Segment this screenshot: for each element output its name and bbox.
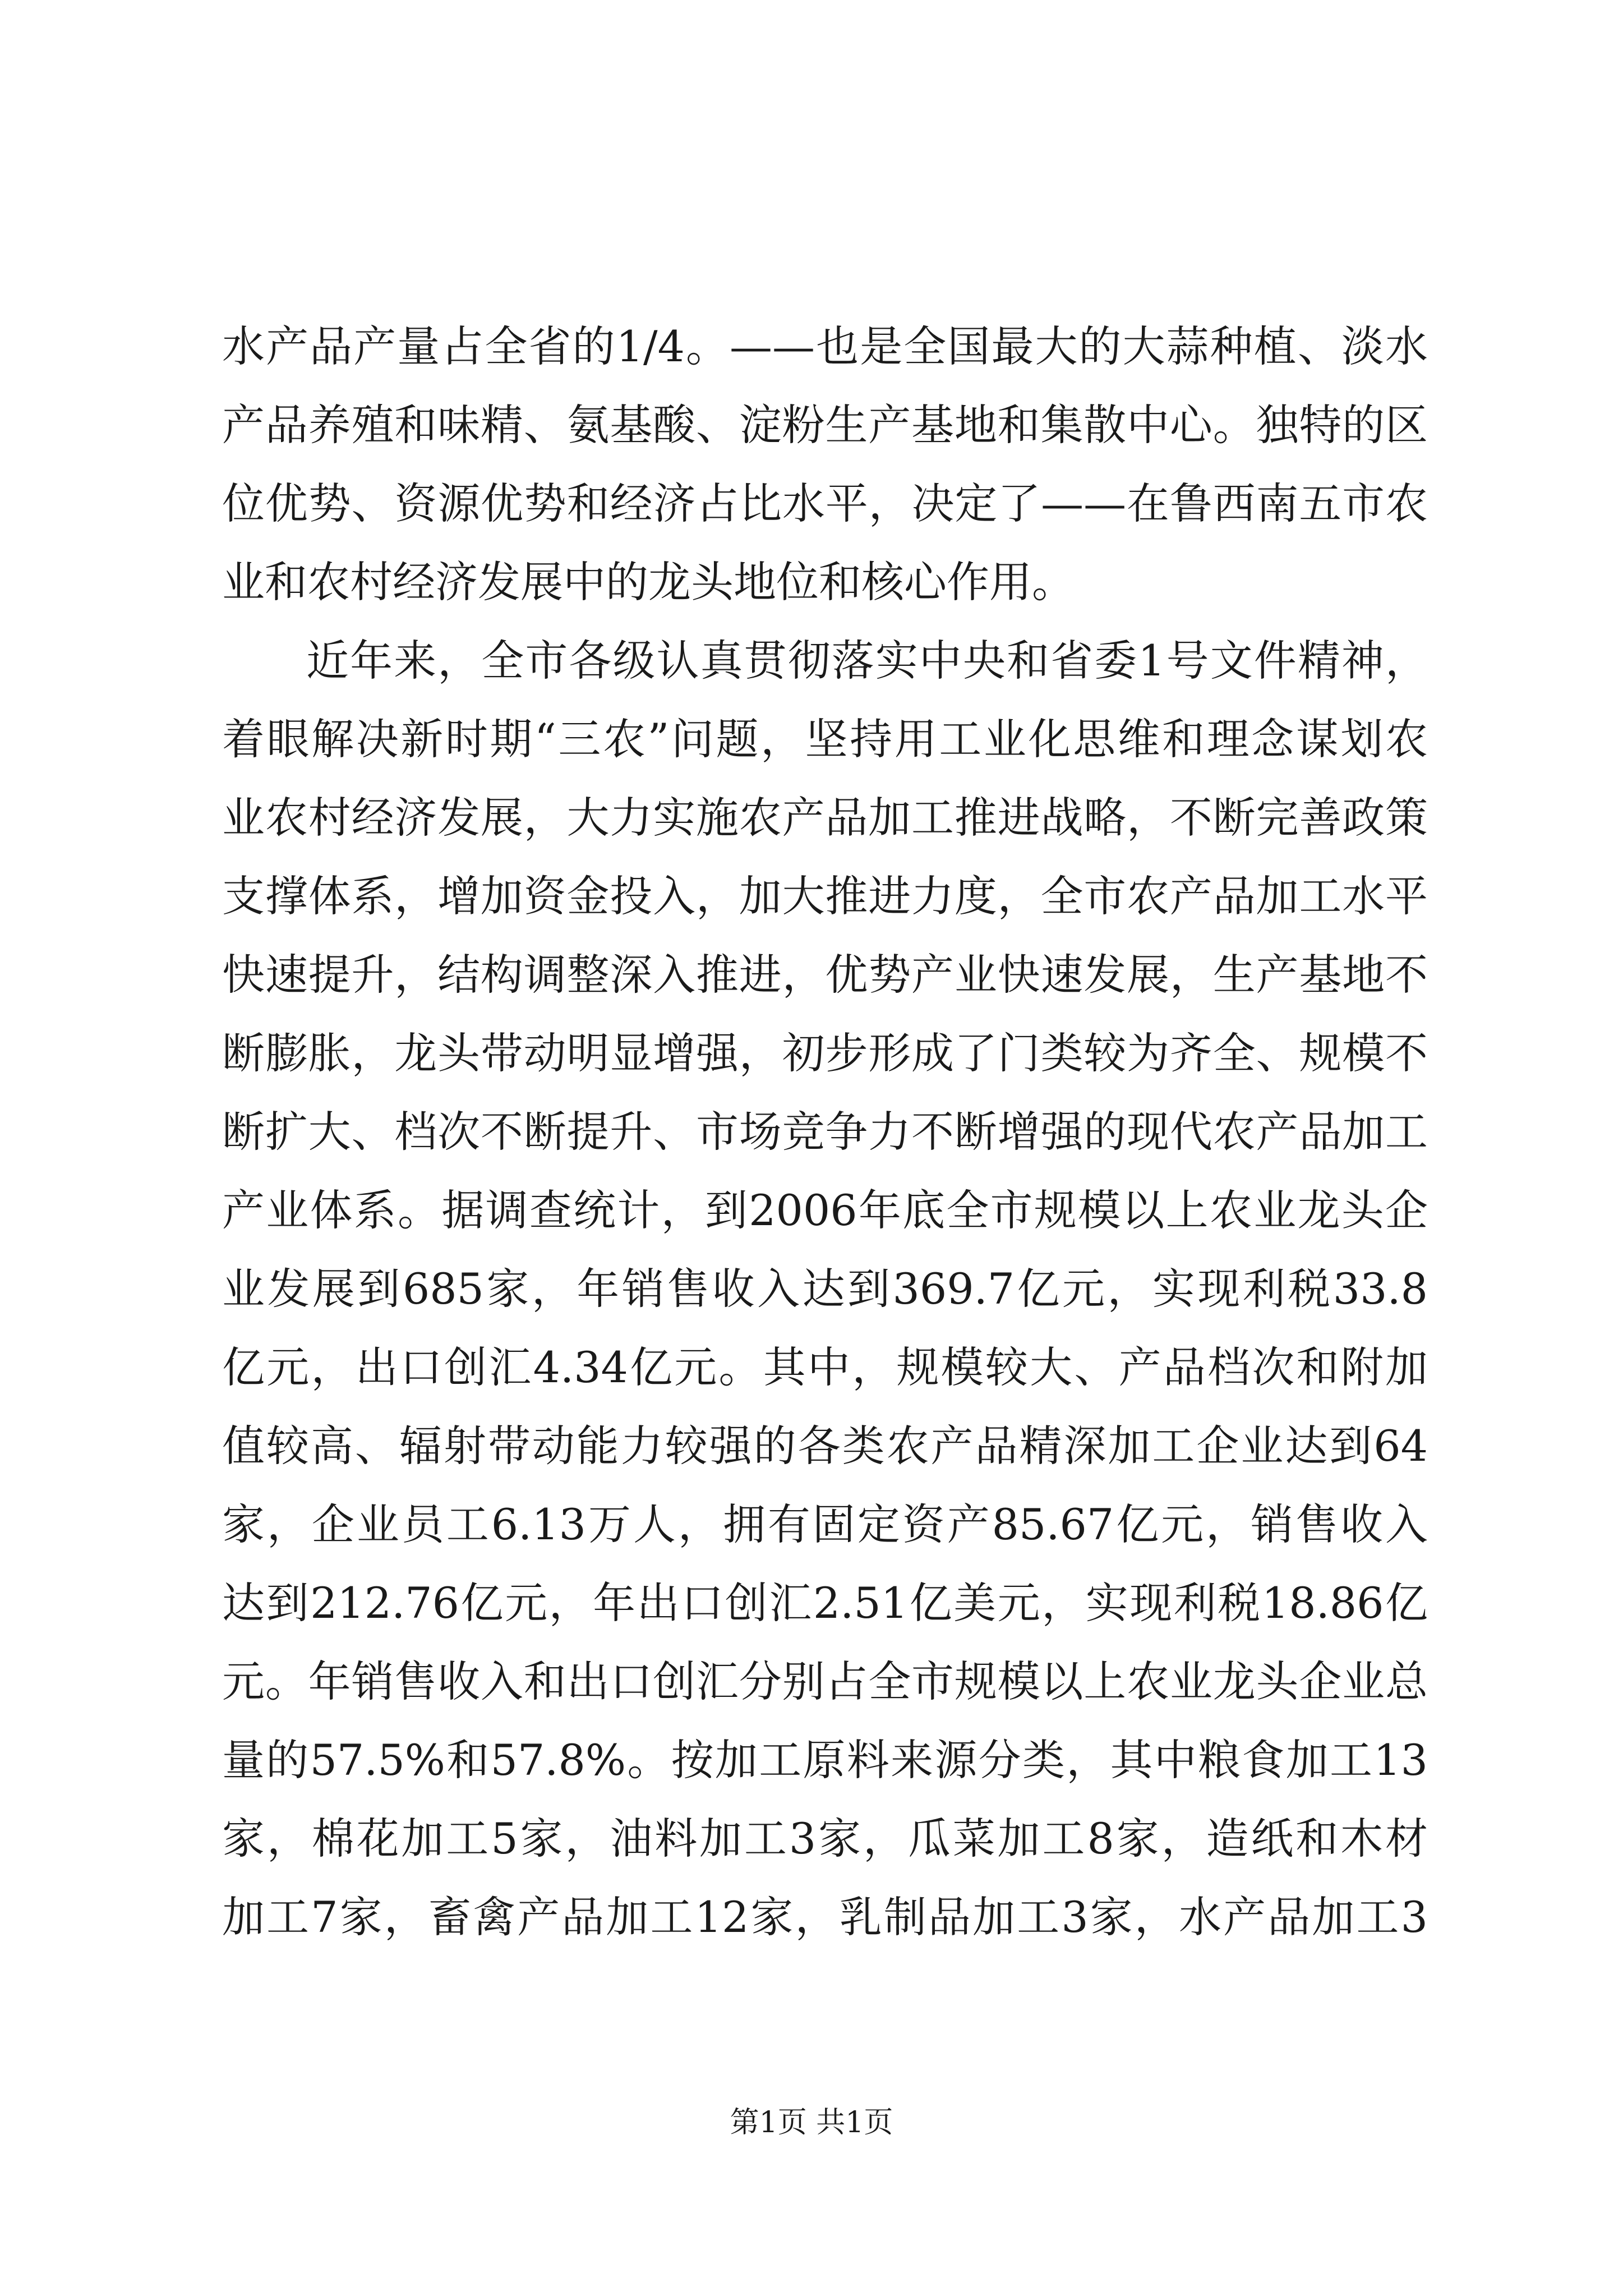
text-line: 支撑体系，增加资金投入，加大推进力度，全市农产品加工水平 (222, 871, 1428, 921)
text-line: 达到212.76亿元，年出口创汇2.51亿美元，实现利税18.86亿 (222, 1578, 1428, 1628)
text-line: 业农村经济发展，大力实施农产品加工推进战略，不断完善政策 (222, 793, 1428, 843)
text-line: 断膨胀，龙头带动明显增强，初步形成了门类较为齐全、规模不 (222, 1028, 1428, 1078)
text-line: 加工7家，畜禽产品加工12家，乳制品加工3家，水产品加工3 (222, 1892, 1428, 1942)
text-line: 产业体系。据调查统计，到2006年底全市规模以上农业龙头企 (222, 1185, 1428, 1235)
text-line: 近年来，全市各级认真贯彻落实中央和省委1号文件精神， (306, 636, 1428, 685)
text-line: 元。年销售收入和出口创汇分别占全市规模以上农业龙头企业总 (222, 1657, 1428, 1706)
text-line: 断扩大、档次不断提升、市场竞争力不断增强的现代农产品加工 (222, 1107, 1428, 1157)
text-line: 量的57.5%和57.8%。按加工原料来源分类，其中粮食加工13 (222, 1735, 1428, 1785)
text-line: 着眼解决新时期“三农”问题，坚持用工业化思维和理念谋划农 (222, 714, 1428, 764)
text-line: 快速提升，结构调整深入推进，优势产业快速发展，生产基地不 (222, 950, 1428, 1000)
text-line: 家，企业员工6.13万人，拥有固定资产85.67亿元，销售收入 (222, 1499, 1428, 1549)
page-footer: 第1页 共1页 (730, 2106, 893, 2139)
document-body (222, 307, 1428, 1957)
text-line: 水产品产量占全省的1/4。——也是全国最大的大蒜种植、淡水 (222, 321, 1428, 371)
text-line: 位优势、资源优势和经济占比水平，决定了——在鲁西南五市农 (222, 478, 1428, 528)
text-line: 家，棉花加工5家，油料加工3家，瓜菜加工8家，造纸和木材 (222, 1814, 1428, 1864)
paragraph (222, 622, 1428, 1957)
paragraph (222, 307, 1428, 622)
text-line: 产品养殖和味精、氨基酸、淀粉生产基地和集散中心。独特的区 (222, 400, 1428, 450)
text-line: 值较高、辐射带动能力较强的各类农产品精深加工企业达到64 (222, 1421, 1428, 1471)
text-line: 亿元，出口创汇4.34亿元。其中，规模较大、产品档次和附加 (222, 1342, 1428, 1392)
text-line: 业发展到685家，年销售收入达到369.7亿元，实现利税33.8 (222, 1264, 1428, 1314)
text-line: 业和农村经济发展中的龙头地位和核心作用。 (222, 557, 1075, 607)
